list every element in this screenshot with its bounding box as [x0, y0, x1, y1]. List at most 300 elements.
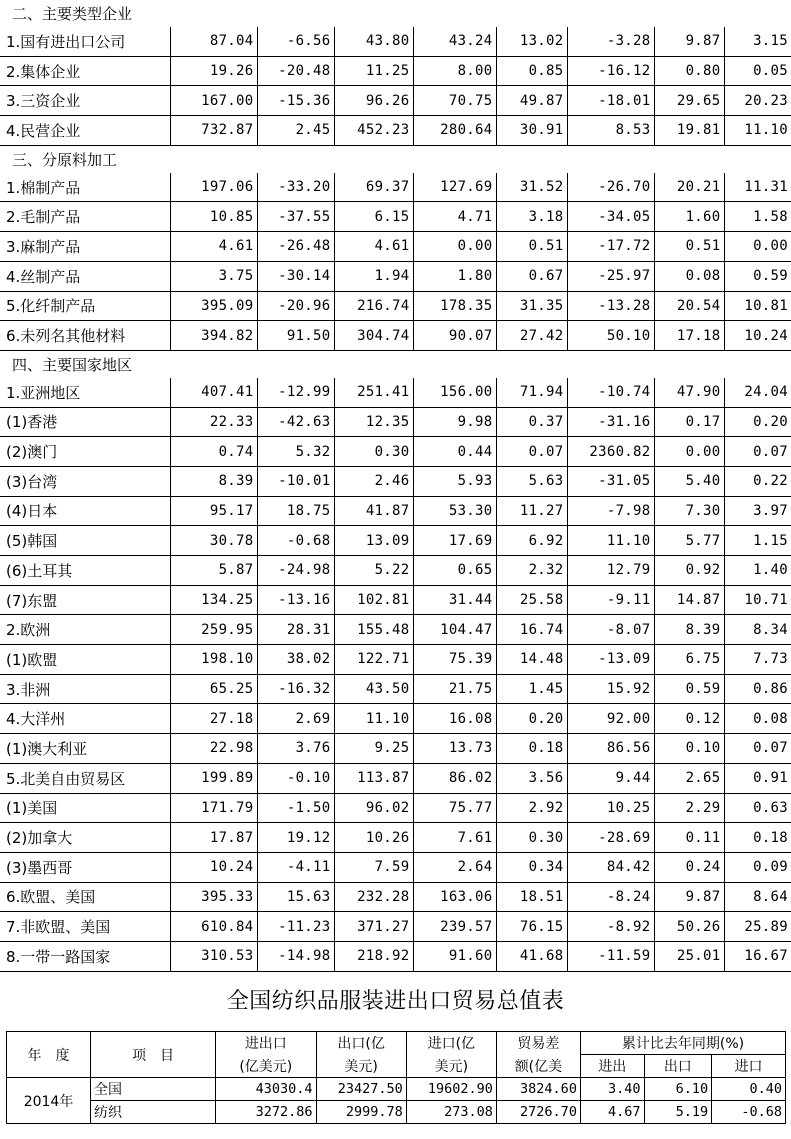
value-cell: 17.87 [170, 823, 257, 853]
value-cell: 0.44 [413, 437, 496, 467]
value-cell: 2.65 [654, 763, 724, 793]
value-cell: 31.44 [413, 585, 496, 615]
value-cell: 0.00 [654, 437, 724, 467]
table-row [0, 941, 791, 971]
row-label: (5)韩国 [0, 526, 170, 556]
value-cell: -9.11 [567, 585, 654, 615]
row-label: 1.亚洲地区 [0, 378, 170, 407]
row-label: (2)加拿大 [0, 823, 170, 853]
table-row [0, 645, 791, 675]
row-label: (6)土耳其 [0, 556, 170, 586]
value-cell: 11.10 [334, 704, 413, 734]
row-label: 1.棉制产品 [0, 173, 170, 202]
value-cell: 30.78 [170, 526, 257, 556]
value-cell: 6.92 [496, 526, 567, 556]
value-cell: 3.75 [170, 261, 257, 291]
value-cell: 113.87 [334, 763, 413, 793]
value-cell: 71.94 [496, 378, 567, 407]
summary-row [7, 1078, 786, 1101]
value-cell: 239.57 [413, 912, 496, 942]
value-cell: 0.08 [654, 261, 724, 291]
value-cell: 199.89 [170, 763, 257, 793]
value-cell: -7.98 [567, 496, 654, 526]
table-row [0, 261, 791, 291]
value-cell: 30.91 [496, 116, 567, 146]
value-cell: 0.40 [712, 1078, 786, 1101]
header-yoy-export: 出口 [644, 1055, 712, 1078]
value-cell: 25.89 [724, 912, 791, 942]
value-cell: -30.14 [257, 261, 334, 291]
row-label: (1)欧盟 [0, 645, 170, 675]
value-cell: 127.69 [413, 173, 496, 202]
header-yoy-total: 进出 [580, 1055, 644, 1078]
value-cell: 310.53 [170, 941, 257, 971]
value-cell: 95.17 [170, 496, 257, 526]
value-cell: -31.16 [567, 407, 654, 437]
value-cell: 4.67 [580, 1101, 644, 1124]
value-cell: 49.87 [496, 86, 567, 116]
value-cell: 47.90 [654, 378, 724, 407]
value-cell: 19.81 [654, 116, 724, 146]
value-cell: 23427.50 [316, 1078, 406, 1101]
value-cell: 9.87 [654, 882, 724, 912]
value-cell: 5.87 [170, 556, 257, 586]
value-cell: 13.02 [496, 27, 567, 56]
value-cell: 1.58 [724, 202, 791, 232]
row-label: 5.北美自由贸易区 [0, 763, 170, 793]
value-cell: -20.96 [257, 291, 334, 321]
row-label: 3.非洲 [0, 674, 170, 704]
value-cell: 27.42 [496, 321, 567, 351]
value-cell: -13.28 [567, 291, 654, 321]
header-import-bottom: 美元) [406, 1055, 496, 1078]
value-cell: 2360.82 [567, 437, 654, 467]
item-cell: 全国 [91, 1078, 216, 1101]
value-cell: -33.20 [257, 173, 334, 202]
value-cell: 304.74 [334, 321, 413, 351]
value-cell: 0.51 [496, 232, 567, 262]
value-cell: 15.92 [567, 674, 654, 704]
value-cell: -28.69 [567, 823, 654, 853]
value-cell: 20.54 [654, 291, 724, 321]
table-row [0, 823, 791, 853]
value-cell: 0.30 [334, 437, 413, 467]
value-cell: 0.34 [496, 852, 567, 882]
value-cell: 0.65 [413, 556, 496, 586]
value-cell: -13.16 [257, 585, 334, 615]
value-cell: 16.08 [413, 704, 496, 734]
value-cell: 14.48 [496, 645, 567, 675]
value-cell: 11.31 [724, 173, 791, 202]
value-cell: 0.18 [724, 823, 791, 853]
value-cell: 53.30 [413, 496, 496, 526]
table-row [0, 321, 791, 351]
table-row [0, 173, 791, 202]
value-cell: 18.51 [496, 882, 567, 912]
value-cell: 75.39 [413, 645, 496, 675]
value-cell: -11.23 [257, 912, 334, 942]
value-cell: 43.50 [334, 674, 413, 704]
section-header-row [0, 0, 791, 27]
value-cell: 3824.60 [496, 1078, 580, 1101]
value-cell: 251.41 [334, 378, 413, 407]
value-cell: 259.95 [170, 615, 257, 645]
value-cell: -0.10 [257, 763, 334, 793]
value-cell: 13.09 [334, 526, 413, 556]
value-cell: 69.37 [334, 173, 413, 202]
value-cell: 10.71 [724, 585, 791, 615]
value-cell: 8.64 [724, 882, 791, 912]
row-label: (2)澳门 [0, 437, 170, 467]
value-cell: 19.12 [257, 823, 334, 853]
value-cell: 16.67 [724, 941, 791, 971]
header-yoy-group: 累计比去年同期(%) [580, 1032, 785, 1055]
header-balance-bottom: 额(亿美 [496, 1055, 580, 1078]
table-row [0, 116, 791, 146]
header-year: 年 度 [7, 1032, 91, 1078]
value-cell: 0.92 [654, 556, 724, 586]
value-cell: 0.08 [724, 704, 791, 734]
value-cell: 122.71 [334, 645, 413, 675]
row-label: 2.毛制产品 [0, 202, 170, 232]
value-cell: 5.22 [334, 556, 413, 586]
value-cell: -10.01 [257, 466, 334, 496]
row-label: (1)香港 [0, 407, 170, 437]
value-cell: 8.53 [567, 116, 654, 146]
value-cell: 0.11 [654, 823, 724, 853]
value-cell: 2.32 [496, 556, 567, 586]
row-label: 2.集体企业 [0, 56, 170, 86]
value-cell: 43.80 [334, 27, 413, 56]
value-cell: 1.60 [654, 202, 724, 232]
table-row [0, 556, 791, 586]
table-row [0, 585, 791, 615]
value-cell: 0.07 [724, 437, 791, 467]
value-cell: 8.00 [413, 56, 496, 86]
value-cell: 38.02 [257, 645, 334, 675]
value-cell: -26.70 [567, 173, 654, 202]
value-cell: 5.40 [654, 466, 724, 496]
value-cell: 104.47 [413, 615, 496, 645]
value-cell: 96.26 [334, 86, 413, 116]
row-label: (4)日本 [0, 496, 170, 526]
row-label: (3)台湾 [0, 466, 170, 496]
table-row [0, 496, 791, 526]
value-cell: 395.33 [170, 882, 257, 912]
value-cell: 732.87 [170, 116, 257, 146]
value-cell: 10.24 [170, 852, 257, 882]
header-import-top: 进口(亿 [406, 1032, 496, 1055]
value-cell: 7.61 [413, 823, 496, 853]
value-cell: 18.75 [257, 496, 334, 526]
value-cell: 0.00 [724, 232, 791, 262]
row-label: 1.国有进出口公司 [0, 27, 170, 56]
value-cell: 5.77 [654, 526, 724, 556]
value-cell: 50.26 [654, 912, 724, 942]
value-cell: 10.26 [334, 823, 413, 853]
value-cell: -8.92 [567, 912, 654, 942]
row-label: 4.民营企业 [0, 116, 170, 146]
value-cell: 9.98 [413, 407, 496, 437]
value-cell: 3.76 [257, 734, 334, 764]
value-cell: 3.97 [724, 496, 791, 526]
value-cell: -3.28 [567, 27, 654, 56]
value-cell: 0.17 [654, 407, 724, 437]
value-cell: 3272.86 [216, 1101, 316, 1124]
value-cell: 0.20 [496, 704, 567, 734]
table-row [0, 86, 791, 116]
value-cell: -11.59 [567, 941, 654, 971]
row-label: 8.一带一路国家 [0, 941, 170, 971]
value-cell: 1.15 [724, 526, 791, 556]
value-cell: 8.34 [724, 615, 791, 645]
value-cell: 0.59 [654, 674, 724, 704]
row-label: 3.麻制产品 [0, 232, 170, 262]
value-cell: 5.93 [413, 466, 496, 496]
value-cell: 2.92 [496, 793, 567, 823]
value-cell: 86.56 [567, 734, 654, 764]
value-cell: 43030.4 [216, 1078, 316, 1101]
value-cell: -13.09 [567, 645, 654, 675]
header-export-top: 出口(亿 [316, 1032, 406, 1055]
value-cell: 5.32 [257, 437, 334, 467]
row-label: 4.丝制产品 [0, 261, 170, 291]
value-cell: 394.82 [170, 321, 257, 351]
value-cell: 9.87 [654, 27, 724, 56]
value-cell: 0.80 [654, 56, 724, 86]
section-title: 四、主要国家地区 [12, 355, 133, 374]
value-cell: 0.10 [654, 734, 724, 764]
value-cell: 17.18 [654, 321, 724, 351]
summary-table [6, 1031, 786, 1124]
value-cell: 2999.78 [316, 1101, 406, 1124]
value-cell: 11.25 [334, 56, 413, 86]
value-cell: 12.35 [334, 407, 413, 437]
value-cell: -37.55 [257, 202, 334, 232]
table-row [0, 27, 791, 56]
value-cell: 0.85 [496, 56, 567, 86]
value-cell: 14.87 [654, 585, 724, 615]
table-row [0, 793, 791, 823]
value-cell: -12.99 [257, 378, 334, 407]
row-label: (3)墨西哥 [0, 852, 170, 882]
value-cell: 216.74 [334, 291, 413, 321]
value-cell: -25.97 [567, 261, 654, 291]
value-cell: 395.09 [170, 291, 257, 321]
header-item: 项 目 [91, 1032, 216, 1078]
value-cell: -16.32 [257, 674, 334, 704]
value-cell: 29.65 [654, 86, 724, 116]
table-row [0, 437, 791, 467]
value-cell: 90.07 [413, 321, 496, 351]
value-cell: 0.63 [724, 793, 791, 823]
value-cell: 6.75 [654, 645, 724, 675]
summary-row [7, 1101, 786, 1124]
table-row [0, 674, 791, 704]
value-cell: 10.81 [724, 291, 791, 321]
value-cell: 102.81 [334, 585, 413, 615]
value-cell: 155.48 [334, 615, 413, 645]
value-cell: 11.10 [724, 116, 791, 146]
row-label: 6.未列名其他材料 [0, 321, 170, 351]
value-cell: 4.61 [170, 232, 257, 262]
value-cell: 2.29 [654, 793, 724, 823]
value-cell: 3.56 [496, 763, 567, 793]
value-cell: 1.80 [413, 261, 496, 291]
value-cell: 10.24 [724, 321, 791, 351]
value-cell: 0.00 [413, 232, 496, 262]
value-cell: 91.60 [413, 941, 496, 971]
header-export-bottom: 美元) [316, 1055, 406, 1078]
value-cell: 27.18 [170, 704, 257, 734]
value-cell: 10.85 [170, 202, 257, 232]
value-cell: 19602.90 [406, 1078, 496, 1101]
section-title: 三、分原料加工 [12, 150, 118, 169]
value-cell: 156.00 [413, 378, 496, 407]
value-cell: 0.07 [724, 734, 791, 764]
header-balance-top: 贸易差 [496, 1032, 580, 1055]
value-cell: 0.30 [496, 823, 567, 853]
header-total-top: 进出口 [216, 1032, 316, 1055]
row-label: 3.三资企业 [0, 86, 170, 116]
value-cell: -14.98 [257, 941, 334, 971]
value-cell: 0.22 [724, 466, 791, 496]
table-row [0, 407, 791, 437]
value-cell: 198.10 [170, 645, 257, 675]
row-label: 5.化纤制产品 [0, 291, 170, 321]
value-cell: 0.20 [724, 407, 791, 437]
table-row [0, 763, 791, 793]
table-row [0, 291, 791, 321]
value-cell: -1.50 [257, 793, 334, 823]
row-label: 6.欧盟、美国 [0, 882, 170, 912]
value-cell: 8.39 [170, 466, 257, 496]
value-cell: 6.10 [644, 1078, 712, 1101]
value-cell: 11.27 [496, 496, 567, 526]
value-cell: 2.64 [413, 852, 496, 882]
row-label: 7.非欧盟、美国 [0, 912, 170, 942]
value-cell: 167.00 [170, 86, 257, 116]
value-cell: 0.05 [724, 56, 791, 86]
value-cell: 3.15 [724, 27, 791, 56]
value-cell: 87.04 [170, 27, 257, 56]
value-cell: 371.27 [334, 912, 413, 942]
value-cell: -34.05 [567, 202, 654, 232]
value-cell: 20.23 [724, 86, 791, 116]
value-cell: 76.15 [496, 912, 567, 942]
value-cell: 2.45 [257, 116, 334, 146]
header-total-bottom: (亿美元) [216, 1055, 316, 1078]
table-row [0, 882, 791, 912]
value-cell: 17.69 [413, 526, 496, 556]
value-cell: 0.67 [496, 261, 567, 291]
value-cell: -6.56 [257, 27, 334, 56]
value-cell: -4.11 [257, 852, 334, 882]
value-cell: 218.92 [334, 941, 413, 971]
value-cell: 0.74 [170, 437, 257, 467]
section-header-row [0, 350, 791, 378]
value-cell: 9.44 [567, 763, 654, 793]
value-cell: 1.45 [496, 674, 567, 704]
row-label: 4.大洋州 [0, 704, 170, 734]
value-cell: 1.94 [334, 261, 413, 291]
table-row [0, 734, 791, 764]
value-cell: 41.87 [334, 496, 413, 526]
table-row [0, 912, 791, 942]
value-cell: 232.28 [334, 882, 413, 912]
value-cell: 0.09 [724, 852, 791, 882]
value-cell: 24.04 [724, 378, 791, 407]
value-cell: -31.05 [567, 466, 654, 496]
value-cell: -8.07 [567, 615, 654, 645]
value-cell: 0.18 [496, 734, 567, 764]
value-cell: 21.75 [413, 674, 496, 704]
value-cell: 16.74 [496, 615, 567, 645]
value-cell: 452.23 [334, 116, 413, 146]
value-cell: 91.50 [257, 321, 334, 351]
value-cell: 2.46 [334, 466, 413, 496]
header-yoy-import: 进口 [712, 1055, 786, 1078]
row-label: (1)美国 [0, 793, 170, 823]
value-cell: 84.42 [567, 852, 654, 882]
value-cell: 11.10 [567, 526, 654, 556]
table-row [0, 378, 791, 407]
value-cell: 0.12 [654, 704, 724, 734]
value-cell: 273.08 [406, 1101, 496, 1124]
value-cell: 0.07 [496, 437, 567, 467]
value-cell: -17.72 [567, 232, 654, 262]
value-cell: 41.68 [496, 941, 567, 971]
table-row [0, 56, 791, 86]
value-cell: 4.61 [334, 232, 413, 262]
value-cell: 163.06 [413, 882, 496, 912]
value-cell: 0.37 [496, 407, 567, 437]
value-cell: 25.01 [654, 941, 724, 971]
value-cell: 7.59 [334, 852, 413, 882]
table-row [0, 704, 791, 734]
value-cell: 7.30 [654, 496, 724, 526]
table-row [0, 615, 791, 645]
value-cell: 22.98 [170, 734, 257, 764]
value-cell: 96.02 [334, 793, 413, 823]
value-cell: 7.73 [724, 645, 791, 675]
value-cell: 43.24 [413, 27, 496, 56]
value-cell: 15.63 [257, 882, 334, 912]
value-cell: 20.21 [654, 173, 724, 202]
value-cell: 197.06 [170, 173, 257, 202]
value-cell: 178.35 [413, 291, 496, 321]
row-label: 2.欧洲 [0, 615, 170, 645]
value-cell: 31.35 [496, 291, 567, 321]
section-header-row [0, 145, 791, 173]
table-row [0, 232, 791, 262]
item-cell: 纺织 [91, 1101, 216, 1124]
value-cell: 22.33 [170, 407, 257, 437]
value-cell: 171.79 [170, 793, 257, 823]
value-cell: 70.75 [413, 86, 496, 116]
value-cell: 25.58 [496, 585, 567, 615]
value-cell: 2.69 [257, 704, 334, 734]
value-cell: 0.59 [724, 261, 791, 291]
value-cell: 3.40 [580, 1078, 644, 1101]
value-cell: -20.48 [257, 56, 334, 86]
value-cell: -26.48 [257, 232, 334, 262]
value-cell: 5.19 [644, 1101, 712, 1124]
value-cell: -15.36 [257, 86, 334, 116]
value-cell: 0.91 [724, 763, 791, 793]
value-cell: 28.31 [257, 615, 334, 645]
value-cell: 19.26 [170, 56, 257, 86]
